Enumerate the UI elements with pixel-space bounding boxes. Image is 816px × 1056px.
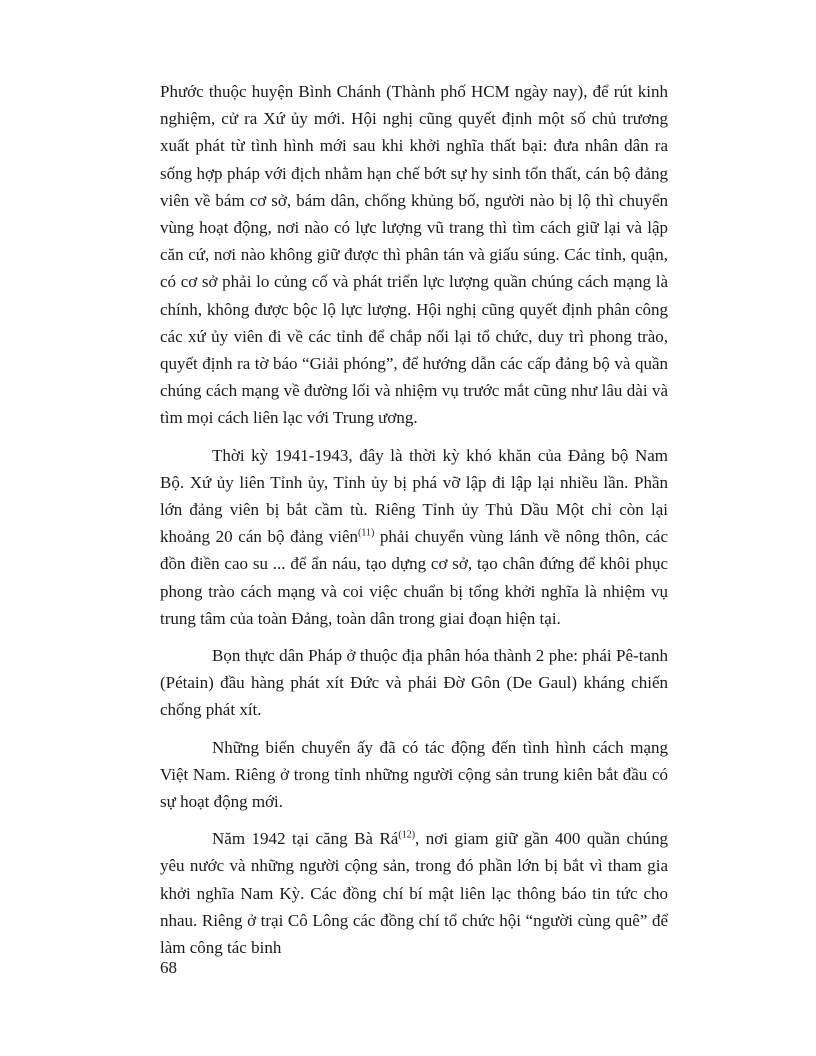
paragraph-2-text-a: Thời kỳ 1941-1943, đây là thời kỳ khó khăn của Đảng bộ Nam Bộ. Xứ ủy liên Tỉnh ủy, Tỉnh ủy bị phá vỡ lập đi lập lại nhiều lần. Phần lớn đảng viên bị bắt cầm tù. Riêng Tỉnh ủy Thủ Dầu Một chỉ còn lại khoảng 20 cán bộ đảng viên	[160, 445, 668, 547]
paragraph-5-text-a: Năm 1942 tại căng Bà Rá	[212, 829, 399, 849]
paragraph-5-text-b: , nơi giam giữ gần 400 quần chúng yêu nước và những người cộng sản, trong đó phần lớn bị bắt vì tham gia khởi nghĩa Nam Kỳ. Các đồng chí bí mật liên lạc thông báo tin tức cho nhau. Riêng ở trại Cô Lông các đồng chí tổ chức hội “người cùng quê” để làm công tác binh	[160, 829, 668, 958]
paragraph-1: Phước thuộc huyện Bình Chánh (Thành phố HCM ngày nay), để rút kinh nghiệm, cử ra Xứ ủy mới. Hội nghị cũng quyết định một số chủ trương xuất phát từ tình hình mới sau khi khởi nghĩa thất bại: đưa nhân dân ra sống hợp pháp với địch nhằm hạn chế bớt sự hy sinh tổn thất, cán bộ đảng viên về bám cơ sở, bám dân, chống khủng bố, người nào bị lộ thì chuyển vùng hoạt động, nơi nào có lực lượng vũ trang thì tìm cách giữ lại và lập căn cứ, nơi nào không giữ được thì phân tán và giấu súng. Các tỉnh, quận, có cơ sở phải lo củng cố và phát triển lực lượng quần chúng cách mạng là chính, không được bộc lộ lực lượng. Hội nghị cũng quyết định phân công các xứ ủy viên đi về các tỉnh để chắp nối lại tổ chức, duy trì phong trào, quyết định ra tờ báo “Giải phóng”, để hướng dẫn các cấp đảng bộ và quần chúng cách mạng về đường lối và nhiệm vụ trước mắt cũng như lâu dài và tìm mọi cách liên lạc với Trung ương.	[160, 82, 668, 428]
paragraph-4: Những biến chuyển ấy đã có tác động đến tình hình cách mạng Việt Nam. Riêng ở trong tỉnh những người cộng sản trung kiên bắt đầu có sự hoạt động mới.	[160, 737, 668, 812]
paragraph-2	[160, 442, 668, 632]
body-text	[160, 78, 668, 961]
paragraph-3: Bọn thực dân Pháp ở thuộc địa phân hóa thành 2 phe: phái Pê-tanh (Pétain) đầu hàng phát xít Đức và phái Đờ Gôn (De Gaul) kháng chiến chống phát xít.	[160, 646, 668, 720]
paragraph-2-text-b: phải chuyển vùng lánh về nông thôn, các đồn điền cao su ... để ẩn náu, tạo dựng cơ sở, tạo chân đứng để khôi phục phong trào cách mạng và coi việc chuẩn bị tổng khởi nghĩa là nhiệm vụ trung tâm của toàn Đảng, toàn dân trong giai đoạn hiện tại.	[160, 527, 668, 628]
page-number: 68	[160, 958, 177, 977]
footnote-marker-12: (12)	[398, 829, 416, 841]
footnote-marker-11: (11)	[358, 527, 375, 539]
paragraph-5	[160, 825, 668, 961]
